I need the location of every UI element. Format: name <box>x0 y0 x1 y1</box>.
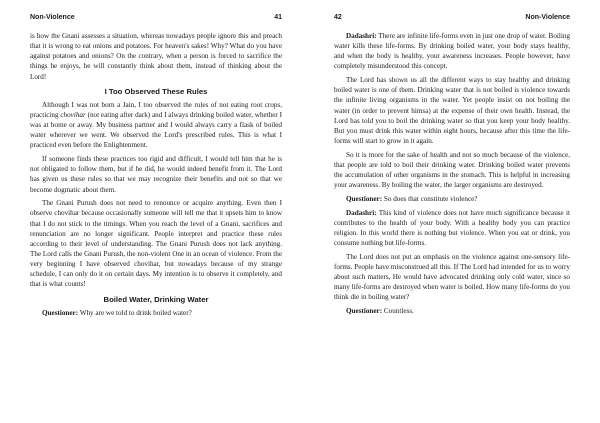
questioner-label: Questioner: <box>346 194 383 203</box>
left-question-1 <box>30 308 282 318</box>
left-running-head <box>30 14 282 21</box>
right-answer-1 <box>334 31 570 72</box>
right-page <box>300 0 600 423</box>
right-answer-2 <box>334 208 570 249</box>
question-text: So does that constitute violence? <box>382 194 478 203</box>
questioner-label: Questioner: <box>42 308 79 317</box>
right-question-3 <box>334 306 570 316</box>
left-paragraph-2-start: Although I was not born a Jain, I too observed the rules of not eating root crops, practicing <box>30 100 282 119</box>
section-heading-rules: I Too Observed These Rules <box>104 86 208 96</box>
section-heading-boiled-water: Boiled Water, Drinking Water <box>103 294 209 304</box>
answer-text: There are infinite life-forms even in just one drop of water. Boiling water kills these life-forms. By drinking boiled water, your body stays healthy, and when the body is healthy, your awareness increases. People however, have completely misunderstood this concept. <box>334 32 570 71</box>
left-paragraph-2 <box>30 100 282 151</box>
right-paragraph-6: The Lord does not put an emphasis on the violence against one-sensory life-forms. People have misconstrued all this. If The Lord had intended for us to worry about such matters, He would have advocated drinking only cold water, since so many life-forms are destroyed when water is boiled. How many life-forms do you think die in boiling water? <box>334 252 570 302</box>
left-paragraph-1: is how the Gnani assesses a situation, whereas nowadays people ignore this and preach that it is wrong to eat onions and potatoes. For heaven's sakes! Why? What do you have against potatoes and onions? On the contrary, when a person is forced to sacrifice the things he enjoys, he will constantly think about them, instead of thinking about the Lord! <box>30 32 282 81</box>
right-page-number: 42 <box>334 14 342 21</box>
left-paragraph-3: If someone finds these practices too rigid and difficult, I would tell him that he is not obligated to follow them, but if he did, he would indeed benefit from it. The Lord has given us these rules so that we may recognize their benefits and not so that we become dogmatic about them. <box>30 155 282 194</box>
left-running-title: Non-Violence <box>30 14 75 21</box>
right-paragraph-3: So it is more for the sake of health and not so much because of the violence, that people are told to boil their drinking water. Drinking boiled water prevents the accumulation of other organisms in the stomach. This is helpful in increasing your awareness. By boiling the water, the larger organisms are destroyed. <box>334 150 570 190</box>
left-paragraph-2-end: (not eating after dark) and I always drinking boiled water, whether I was at home or away. My business partner and I would always carry a flask of boiled water wherever we went. We observed the Lord's prescribed rules. This is what I practiced even before the Enlightenment. <box>30 110 282 150</box>
chovihar-term: chovihar <box>60 110 86 119</box>
dadashri-label: Dadashri: <box>346 32 377 40</box>
dadashri-label: Dadashri: <box>346 208 377 217</box>
question-text: Why are we told to drink boiled water? <box>78 308 192 317</box>
right-paragraph-2: The Lord has shown us all the different ways to stay healthy and drinking boiled water is one of them. Drinking water that is not boiled is violence towards the infinite living organisms in the water. Yet people insist on not boiling the water (in order to prevent himsa) at the expense of their own health. Instead, the Lord has told you to boil the drinking water so that you keep your body healthy. But you must drink this water within eight hours, because after this time the life-forms will start to grow in it again. <box>334 76 570 146</box>
question-text: Countless. <box>382 306 414 315</box>
right-question-2 <box>334 194 570 204</box>
left-paragraph-4: The Gnani Purush does not need to renounce or acquire anything. Even then I observe chovihar because occasionally someone will tell me that it upsets him to know that I do not stick to the timings. When you reach the level of a Gnani, sacrifices and renunciation are no longer significant. People interpret and practice these rules according to their level of understanding. The Gnani Purush does not lack anything. The Lord calls the Gnani Purush, the non-violent One in an ocean of violence. From the very beginning I have observed chovihar, but nowadays because of my strange schedule, I can only do it on certain days. My intention is to observe it completely, and that is what counts! <box>30 199 282 289</box>
questioner-label: Questioner: <box>346 306 383 315</box>
right-running-head <box>334 14 570 21</box>
answer-text: This kind of violence does not have much significance because it contributes to the health of your body. With a healthy body you can practice religion. In this world there is nothing but violence. When you eat or drink, you consume nothing but life-forms. <box>334 208 570 247</box>
left-page-number: 41 <box>274 14 282 21</box>
right-running-title: Non-Violence <box>525 14 570 21</box>
left-page-body <box>30 31 282 318</box>
right-page-body <box>334 31 570 316</box>
